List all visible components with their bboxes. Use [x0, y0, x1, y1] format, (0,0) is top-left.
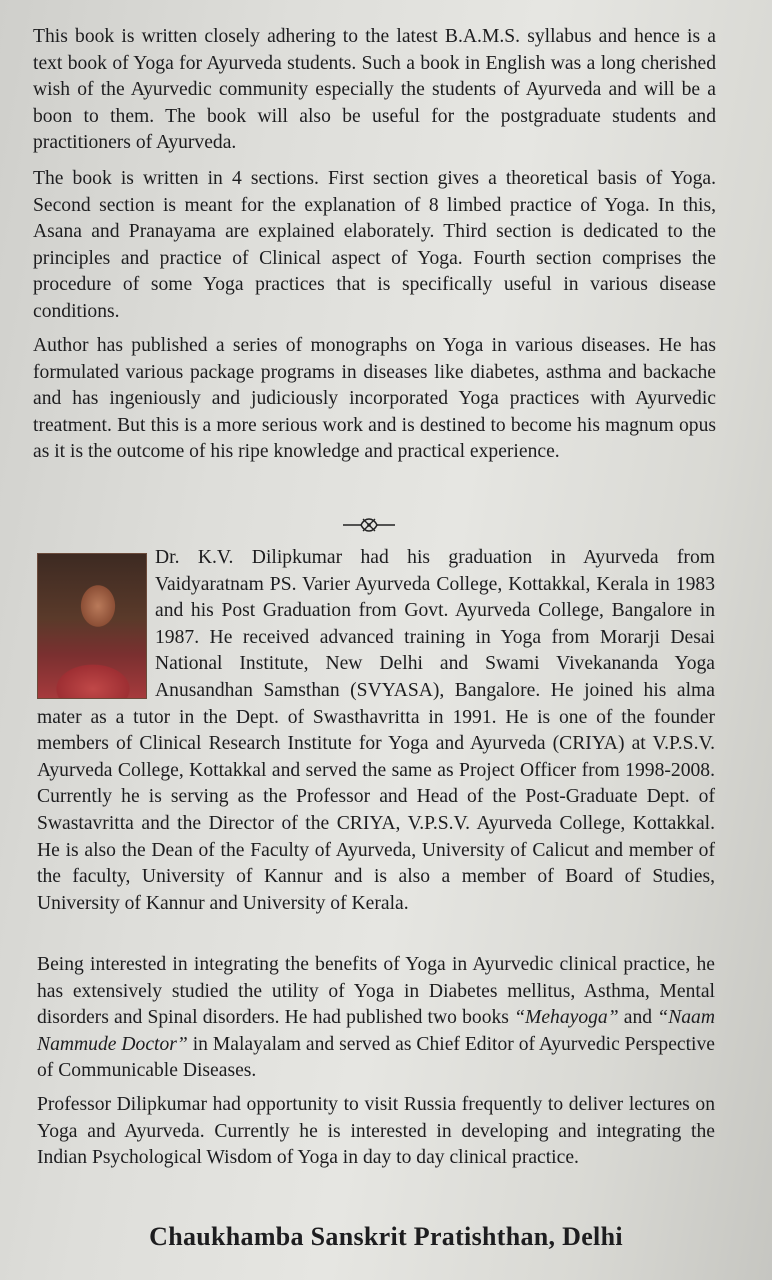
- research-paragraph: [37, 952, 715, 1085]
- book-title-mehayoga: “Mehayoga”: [514, 1007, 619, 1029]
- research-text-end: in Malayalam and served as Chief Editor of Ayurvedic Perspective of Communicable Diseases.: [37, 1033, 715, 1082]
- research-text-start: Being interested in integrating the benefits of Yoga in Ayurvedic clinical practice, he has extensively studied the utility of Yoga in Diabetes mellitus, Asthma, Mental disorders and Spinal disorders. He had published two books: [37, 954, 715, 1029]
- book-title-naam-nammude-doctor: “Naam Nammude Doctor”: [37, 1007, 716, 1055]
- author-photo: [37, 553, 147, 699]
- research-text-and: and: [618, 1007, 658, 1029]
- publisher-name: Chaukhamba Sanskrit Pratishthan, Delhi: [149, 1222, 623, 1251]
- intro-paragraph: This book is written closely adhering to the latest B.A.M.S. syllabus and hence is a text book of Yoga for Ayurveda students. Such a book in English was a long cherished wish of the Ayurvedic community especially the students of Ayurveda and will be a boon to them. The book will also be useful for the postgraduate students and practitioners of Ayurveda.: [33, 26, 716, 154]
- author-bio-text: Dr. K.V. Dilipkumar had his graduation in Ayurveda from Vaidyaratnam PS. Varier Ayurveda College, Kottakkal, Kerala in 1983 and his Post Graduation from Govt. Ayurveda College, Bangalore in 1987. He received advanced training in Yoga from Morarji Desai National Institute, New Delhi and Swami Vivekananda Yoga Anusandhan Samsthan (SVYASA), Bangalore. He joined his alma mater as a tutor in the Dept. of Swasthavritta in 1991. He is one of the founder members of Clinical Research Institute for Yoga and Ayurveda (CRIYA) at V.P.S.V. Ayurveda College, Kottakkal and served the same as Project Officer from 1998-2008. Currently he is serving as the Professor and Head of the Post-Graduate Dept. of Swastavritta and the Director of the CRIYA, V.P.S.V. Ayurveda College, Kottakkal. He is also the Dean of the Faculty of Ayurveda, University of Calicut and member of the faculty, University of Kannur and is also a member of Board of Studies, University of Kannur and University of Kerala.: [37, 547, 715, 914]
- author-works-paragraph: Author has published a series of monographs on Yoga in various diseases. He has formulated various package programs in diseases like diabetes, asthma and backache and has ingeniously and judiciously incorporated Yoga practices with Ayurvedic treatment. But this is a more serious work and is destined to become his magnum opus as it is the outcome of his ripe knowledge and practical experience.: [33, 335, 716, 463]
- ornament-divider-icon: [341, 515, 397, 535]
- current-interests-paragraph: Professor Dilipkumar had opportunity to visit Russia frequently to deliver lectures on Yoga and Ayurveda. Currently he is interested in developing and integrating the Indian Psychological Wisdom of Yoga in day to day clinical practice.: [37, 1094, 715, 1169]
- sections-paragraph: The book is written in 4 sections. First section gives a theoretical basis of Yoga. Second section is meant for the explanation of 8 limbed practice of Yoga. In this, Asana and Pranayama are explained elaborately. Third section is dedicated to the principles and practice of Clinical aspect of Yoga. Fourth section comprises the procedure of some Yoga practices that is specifically useful in various disease conditions.: [33, 168, 716, 322]
- author-bio-section: [37, 545, 715, 917]
